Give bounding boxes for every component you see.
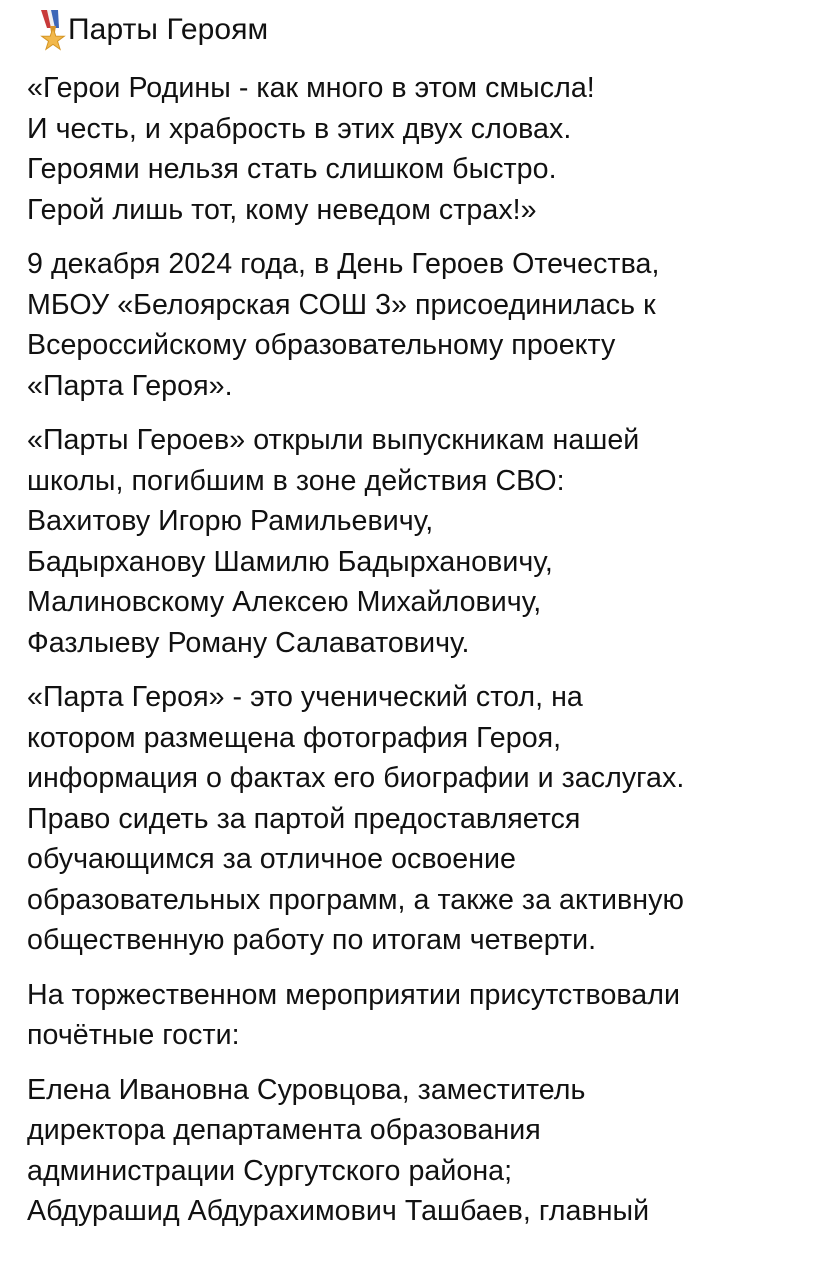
- post-title-row: [27, 8, 807, 52]
- paragraph-line: образовательных программ, а также за активную: [27, 883, 684, 916]
- paragraph-line: И честь, и храбрость в этих двух словах.: [27, 112, 572, 145]
- paragraph-line: школы, погибшим в зоне действия СВО:: [27, 464, 565, 497]
- post-title: Парты Героям: [68, 13, 269, 46]
- paragraph-line: директора департамента образования: [27, 1114, 541, 1146]
- paragraph-line: обучающимся за отличное освоение: [27, 843, 517, 875]
- paragraph-event-date: [27, 244, 807, 406]
- paragraph-line: информация о фактах его биографии и заслугах.: [27, 762, 685, 794]
- paragraph-line: Героями нельзя стать слишком быстро.: [27, 153, 557, 185]
- medal-icon: [31, 8, 73, 52]
- paragraph-line: «Парта Героя».: [27, 369, 233, 402]
- hero-name-line: Фазлыеву Роману Салаватовичу.: [27, 626, 470, 659]
- paragraph-guests-heading: [27, 975, 807, 1056]
- paragraph-line: Герой лишь тот, кому неведом страх!»: [27, 193, 537, 226]
- paragraph-line: Елена Ивановна Суровцова, заместитель: [27, 1073, 586, 1106]
- paragraph-line: Всероссийскому образовательному проекту: [27, 329, 616, 361]
- paragraph-poem: [27, 68, 807, 230]
- paragraph-line: 9 декабря 2024 года, в День Героев Отечества,: [27, 248, 660, 280]
- paragraph-line: почётные гости:: [27, 1019, 240, 1051]
- paragraph-line: «Герои Родины - как много в этом смысла!: [27, 72, 595, 104]
- hero-name-line: Бадырханову Шамилю Бадырхановичу,: [27, 545, 553, 578]
- paragraph-line: Абдурашид Абдурахимович Ташбаев, главный: [27, 1195, 650, 1227]
- paragraph-line: Право сидеть за партой предоставляется: [27, 802, 581, 835]
- paragraph-line: администрации Сургутского района;: [27, 1154, 513, 1187]
- hero-name-line: Малиновскому Алексею Михайловичу,: [27, 586, 542, 618]
- paragraph-line: На торжественном мероприятии присутствовали: [27, 978, 681, 1011]
- paragraph-guests-list: [27, 1070, 807, 1232]
- paragraph-project-description: [27, 677, 807, 961]
- hero-name-line: Вахитову Игорю Рамильевичу,: [27, 505, 434, 537]
- paragraph-line: «Парты Героев» открыли выпускникам нашей: [27, 424, 640, 456]
- paragraph-heroes-list: [27, 420, 807, 663]
- paragraph-line: МБОУ «Белоярская СОШ 3» присоединилась к: [27, 288, 656, 321]
- post-content: [27, 8, 807, 1246]
- paragraph-line: «Парта Героя» - это ученический стол, на: [27, 681, 583, 713]
- paragraph-line: общественную работу по итогам четверти.: [27, 924, 597, 956]
- paragraph-line: котором размещена фотография Героя,: [27, 721, 562, 754]
